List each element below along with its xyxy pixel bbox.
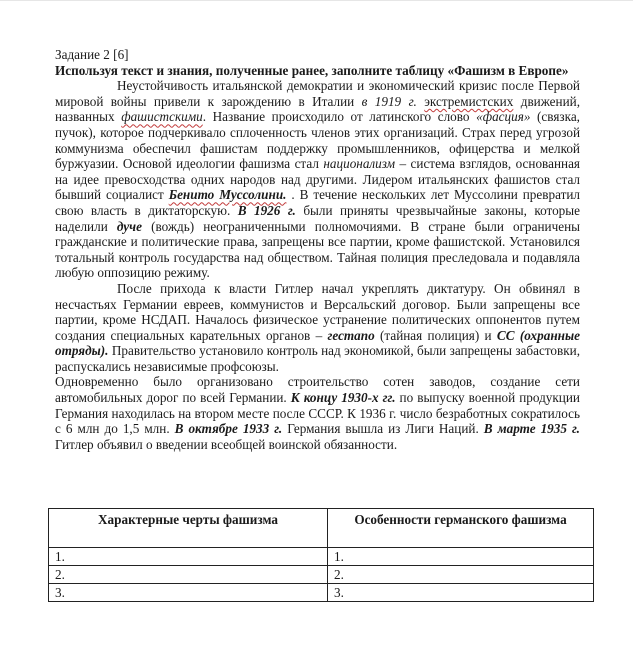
text-run: Одновременно было организовано строительство сотен заводов, создание сети автомобильных дорог по всей Германии. <box>55 374 580 406</box>
table-header-row <box>49 509 594 548</box>
text-run: движений, названных <box>55 93 580 125</box>
text-run: К концу 1930-х гг. <box>290 390 396 406</box>
table-row <box>49 548 594 566</box>
passage-paragraph <box>55 78 580 281</box>
task-instruction: Используя текст и знания, полученные ранее, заполните таблицу «Фашизм в Европе» <box>55 62 569 78</box>
text-run: СС (охранные отряды). <box>55 327 580 359</box>
document-body <box>55 47 580 452</box>
text-run: Правительство установило контроль над экономикой, были запрещены забастовки, распускались независимые профсоюзы. <box>55 343 580 374</box>
text-run: национализм <box>323 156 396 172</box>
table-header-german: Особенности германского фашизма <box>328 509 594 548</box>
passage-paragraph <box>55 281 580 375</box>
text-run: (вождь) неограниченными полномочиями. В стране были ограничены гражданские и политические права, запрещены все партии, кроме фашистской. Установился тотальный контроль государства над обществом. Тайная полиция преследовала и подавляла любую оппозицию режиму. <box>55 218 581 281</box>
text-run: (связка, пучок), которое подчеркивало сплоченность членов этих организаций. Страх перед угрозой коммунизма обеспечил фашистам поддержку промышленников, офицерства и мелкой буржуазии. Основой идеологии фашизма стал <box>55 109 580 172</box>
text-run: фашистскими <box>121 109 203 125</box>
text-run: «фасция» <box>476 109 531 125</box>
task-label: Задание 2 [6] <box>55 47 129 62</box>
text-run: были приняты чрезвычайные законы, которые наделили <box>55 202 580 234</box>
text-run: по выпуску военной продукции Германия находилась на втором месте после СССР. К 1936 г. число безработных сократилось с 6 млн до 1,5 млн. <box>55 390 580 437</box>
text-run: – система взглядов, основанная на идее превосходства одних народов над другими. Лидером итальянских фашистов стал бывший социалист <box>55 156 580 203</box>
text-run: В 1926 г. <box>237 202 296 218</box>
text-passage <box>55 78 580 452</box>
answer-table <box>48 508 594 602</box>
table-cell[interactable]: 1. <box>49 548 328 566</box>
text-run: Германия вышла из Лиги Наций. <box>282 421 484 437</box>
table-row <box>49 566 594 584</box>
text-run: В октябре 1933 г. <box>174 421 283 437</box>
page-top-border <box>0 0 633 1</box>
text-run: дуче <box>116 218 142 234</box>
text-run: экстремистских <box>424 93 514 109</box>
table-cell[interactable]: 3. <box>49 584 328 602</box>
table-row <box>49 584 594 602</box>
table-cell[interactable]: 2. <box>49 566 328 584</box>
table-cell[interactable]: 3. <box>328 584 594 602</box>
text-run: в 1919 г. <box>361 93 417 109</box>
text-run: . В течение нескольких лет Муссолини превратил свою власть в диктаторскую. <box>55 187 580 218</box>
table-cell[interactable]: 2. <box>328 566 594 584</box>
table-cell[interactable]: 1. <box>328 548 594 566</box>
text-run: После прихода к власти Гитлер начал укреплять диктатуру. Он обвинял в несчастьях Германии евреев, коммунистов и Версальский договор. Были запрещены все партии, кроме НСДАП. Началось физическое устранение политических оппонентов путем создания специальных карательных органов – <box>55 280 580 343</box>
text-run: В марте 1935 г. <box>483 421 580 437</box>
text-run: (тайная полиция) и <box>374 327 497 343</box>
text-run: . Название происходило от латинского слово <box>202 109 477 125</box>
passage-paragraph <box>55 374 580 452</box>
text-run: Бенито Муссолини. <box>168 187 287 203</box>
text-run: гестапо <box>327 327 375 343</box>
table-header-features: Характерные черты фашизма <box>49 509 328 548</box>
text-run: Неустойчивость итальянской демократии и экономический кризис после Первой мировой войны привели к зарождению в Италии <box>55 78 580 109</box>
text-run: Гитлер объявил о введении всеобщей воинской обязанности. <box>55 436 398 452</box>
